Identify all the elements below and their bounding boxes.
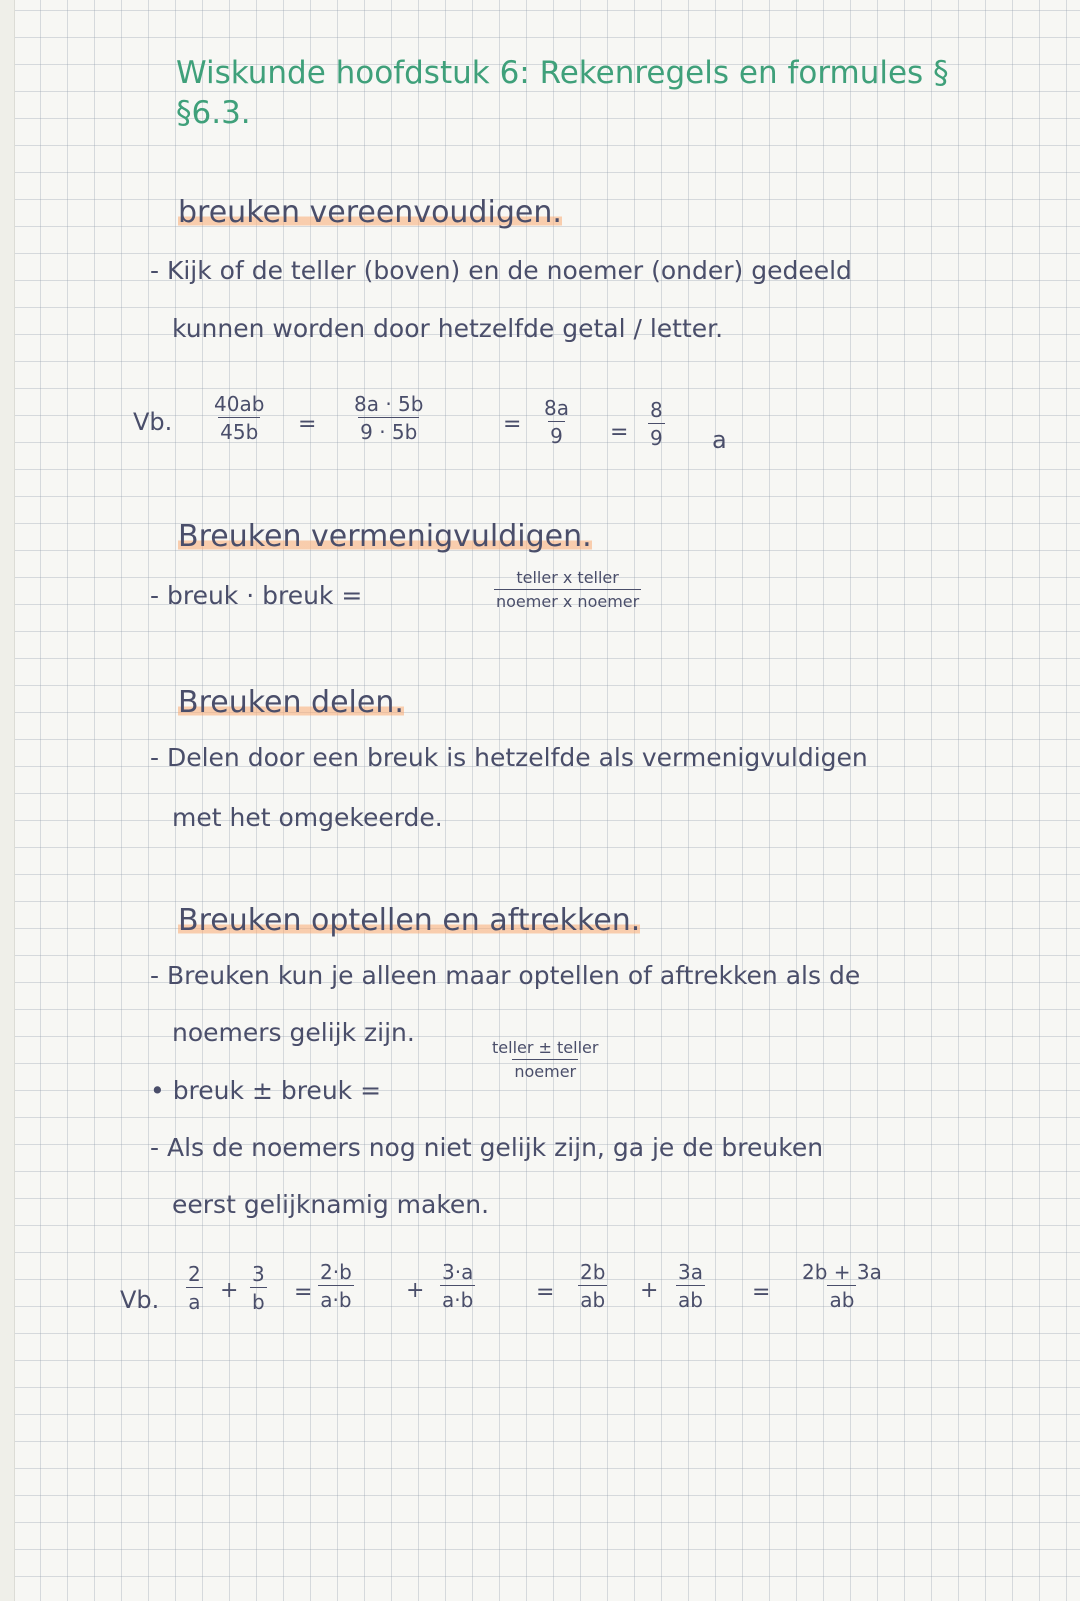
notebook-margin — [0, 0, 15, 1601]
fraction-numerator: 2·b — [320, 1260, 352, 1284]
fraction-denominator: ab — [827, 1285, 856, 1310]
equals-sign: = — [503, 412, 522, 437]
fraction-40ab-45b — [212, 394, 266, 442]
fraction-denominator: a·b — [440, 1285, 475, 1310]
divide-rule-line1: - Delen door een breuk is hetzelfde als vermenigvuldigen — [150, 743, 868, 772]
fraction-2-a — [186, 1264, 203, 1312]
equals-sign: = — [298, 412, 317, 437]
fraction-3a-ab-expanded — [440, 1262, 475, 1310]
fraction-8a-9 — [542, 398, 571, 446]
simplify-rule-line1: - Kijk of de teller (boven) en de noemer (onder) gedeeld — [150, 256, 852, 285]
add-rule-line1: - Breuken kun je alleen maar optellen of aftrekken als de — [150, 961, 861, 990]
fraction-numerator: teller x teller — [516, 568, 619, 587]
fraction-numerator: 8a — [544, 396, 569, 420]
fraction-numerator: 3·a — [442, 1260, 474, 1284]
section-heading-add-subtract: Breuken optellen en aftrekken. — [178, 903, 641, 938]
fraction-denominator: ab — [578, 1285, 607, 1310]
fraction-factored — [352, 394, 425, 442]
plus-sign: + — [406, 1278, 425, 1303]
fraction-denominator: a — [186, 1287, 202, 1312]
section-heading-multiply: Breuken vermenigvuldigen. — [178, 519, 592, 554]
fraction-denominator: 45b — [218, 417, 260, 442]
common-denominator-line1: - Als de noemers nog niet gelijk zijn, ga je de breuken — [150, 1133, 824, 1162]
fraction-numerator: 3a — [678, 1260, 703, 1284]
fraction-3-b — [250, 1264, 267, 1312]
equals-sign: = — [610, 420, 629, 445]
fraction-denominator: ab — [676, 1285, 705, 1310]
simplify-rule-line2: kunnen worden door hetzelfde getal / letter. — [172, 314, 724, 343]
fraction-multiply-rule — [494, 570, 641, 610]
page-subtitle: §6.3. — [176, 95, 251, 131]
add-rule-line2: noemers gelijk zijn. — [172, 1018, 415, 1047]
equals-sign: = — [536, 1280, 555, 1305]
fraction-numerator: 8 — [650, 398, 663, 422]
equals-sign: = — [294, 1280, 313, 1305]
page-title: Wiskunde hoofdstuk 6: Rekenregels en formules § — [176, 55, 949, 91]
plus-sign: + — [220, 1278, 239, 1303]
fraction-add-rule — [490, 1040, 600, 1080]
fraction-numerator: 40ab — [214, 392, 265, 416]
variable-a: a — [712, 426, 727, 454]
fraction-denominator: noemer — [512, 1059, 578, 1080]
fraction-numerator: 2b — [580, 1260, 606, 1284]
fraction-numerator: 3 — [252, 1262, 265, 1286]
fraction-numerator: 2b + 3a — [802, 1260, 882, 1284]
fraction-numerator: teller ± teller — [492, 1038, 599, 1057]
multiply-rule: - breuk · breuk = — [150, 581, 363, 610]
fraction-denominator: 9 — [648, 423, 665, 448]
fraction-numerator: 2 — [188, 1262, 201, 1286]
example-label: Vb. — [120, 1286, 160, 1314]
fraction-denominator: 9 · 5b — [358, 417, 419, 442]
equals-sign: = — [752, 1280, 771, 1305]
fraction-denominator: a·b — [318, 1285, 353, 1310]
fraction-denominator: b — [250, 1287, 267, 1312]
fraction-result — [800, 1262, 884, 1310]
fraction-8-9 — [648, 400, 665, 448]
add-rule-formula: • breuk ± breuk = — [150, 1076, 382, 1105]
divide-rule-line2: met het omgekeerde. — [172, 803, 443, 832]
common-denominator-line2: eerst gelijknamig maken. — [172, 1190, 490, 1219]
plus-sign: + — [640, 1278, 659, 1303]
fraction-2b-ab — [578, 1262, 607, 1310]
fraction-2b-ab-expanded — [318, 1262, 354, 1310]
fraction-denominator: 9 — [548, 421, 565, 446]
fraction-3a-ab — [676, 1262, 705, 1310]
section-heading-simplify: breuken vereenvoudigen. — [178, 195, 562, 230]
fraction-numerator: 8a · 5b — [354, 392, 424, 416]
example-label: Vb. — [133, 408, 173, 436]
fraction-denominator: noemer x noemer — [494, 589, 641, 610]
section-heading-divide: Breuken delen. — [178, 685, 404, 720]
